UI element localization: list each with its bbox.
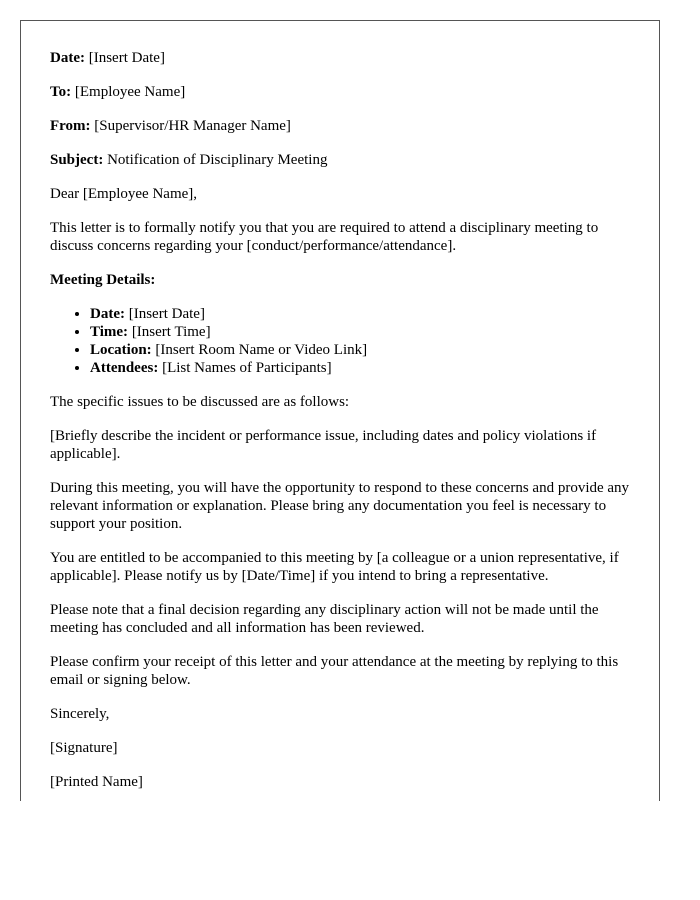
detail-attendees-value: [List Names of Participants]: [158, 360, 332, 376]
signature-placeholder: [Signature]: [50, 740, 118, 756]
subject-value: Notification of Disciplinary Meeting: [103, 152, 328, 168]
letter-frame: [20, 20, 660, 801]
issues-placeholder: [Briefly describe the incident or performance issue, including dates and policy violations if applicable].: [50, 428, 597, 462]
opportunity-paragraph: During this meeting, you will have the opportunity to respond to these concerns and provide any relevant information or explanation. Please bring any documentation you feel is necessary to support your position.: [50, 480, 630, 532]
detail-time-label: Time:: [90, 324, 129, 340]
date-label: Date:: [50, 50, 85, 66]
subject-line: [50, 151, 635, 169]
from-label: From:: [50, 118, 91, 134]
to-line: [50, 83, 635, 101]
printed-name-placeholder: [Printed Name]: [50, 774, 143, 790]
salutation: Dear [Employee Name],: [50, 186, 198, 202]
sign-off: Sincerely,: [50, 706, 110, 722]
meeting-details-heading: Meeting Details:: [50, 272, 156, 288]
from-line: [50, 117, 635, 135]
detail-date-label: Date:: [90, 306, 125, 322]
detail-attendees-label: Attendees:: [90, 360, 159, 376]
detail-time-value: [Insert Time]: [128, 324, 211, 340]
intro-paragraph: This letter is to formally notify you that you are required to attend a disciplinary meeting to discuss concerns regarding your [conduct/performance/attendance].: [50, 220, 599, 254]
meeting-details-list: [50, 305, 635, 377]
date-line: [50, 49, 635, 67]
detail-location: [90, 341, 635, 359]
detail-location-value: [Insert Room Name or Video Link]: [151, 342, 368, 358]
letter-content: [50, 49, 635, 801]
detail-location-label: Location:: [90, 342, 152, 358]
detail-attendees: [90, 359, 635, 377]
issues-intro: The specific issues to be discussed are as follows:: [50, 394, 350, 410]
detail-date-value: [Insert Date]: [124, 306, 205, 322]
accompaniment-paragraph: You are entitled to be accompanied to this meeting by [a colleague or a union representative, if applicable]. Please notify us by [Date/Time] if you intend to bring a representative.: [50, 550, 619, 584]
subject-label: Subject:: [50, 152, 104, 168]
to-value: [Employee Name]: [71, 84, 186, 100]
detail-time: [90, 323, 635, 341]
date-value: [Insert Date]: [84, 50, 165, 66]
detail-date: [90, 305, 635, 323]
final-decision-paragraph: Please note that a final decision regarding any disciplinary action will not be made until the meeting has concluded and all information has been reviewed.: [50, 602, 599, 636]
from-value: [Supervisor/HR Manager Name]: [90, 118, 291, 134]
to-label: To:: [50, 84, 72, 100]
confirm-paragraph: Please confirm your receipt of this letter and your attendance at the meeting by replying to this email or signing below.: [50, 654, 619, 688]
